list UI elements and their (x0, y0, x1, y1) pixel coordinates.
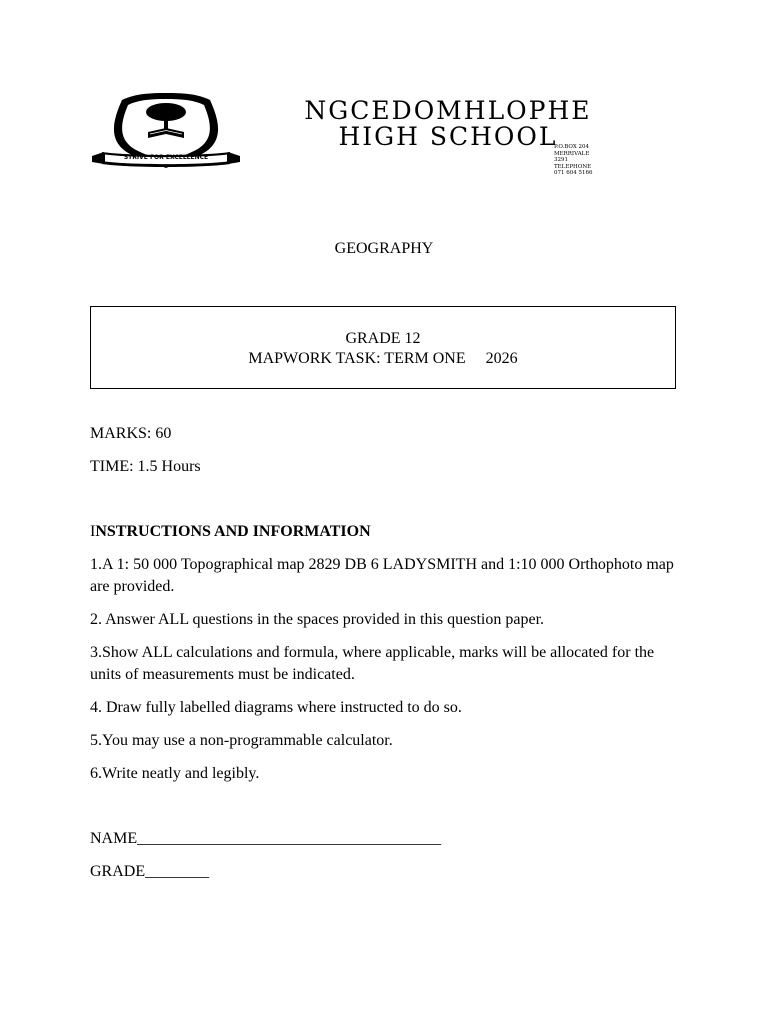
grade-field[interactable]: GRADE________ (90, 863, 210, 880)
task-title-box (90, 306, 676, 389)
heading-rest: NSTRUCTIONS AND INFORMATION (95, 523, 371, 540)
name-field[interactable]: NAME______________________________________ (90, 830, 442, 847)
school-name-line-2: HIGH SCHOOL (338, 122, 558, 151)
instruction-item: 3.Show ALL calculations and formula, where applicable, marks will be allocated for the units of measurements must be indicated. (90, 644, 655, 683)
instruction-item: 4. Draw fully labelled diagrams where instructed to do so. (90, 699, 462, 716)
school-name-line-1: NGCEDOMHLOPHE (304, 96, 592, 125)
address-line: P.O.BOX 204 (554, 144, 589, 150)
grade-label: GRADE 12 (345, 330, 421, 347)
subject-title: GEOGRAPHY (334, 240, 434, 257)
heading-first-letter: I (90, 523, 96, 540)
instruction-item: 6.Write neatly and legibly. (90, 765, 260, 782)
school-letterhead (90, 90, 650, 174)
address-line: TELEPHONE (554, 163, 592, 170)
school-address (554, 144, 644, 177)
school-name (248, 98, 648, 150)
address-line: MERRIVALE (554, 150, 590, 157)
instructions-heading (90, 521, 680, 543)
address-line: 3291 (554, 157, 568, 163)
instruction-item: 5.You may use a non-programmable calculator. (90, 732, 393, 749)
time-label: TIME: 1.5 Hours (90, 458, 201, 475)
school-motto: STRIVE FOR EXCELLENCE (123, 154, 209, 161)
marks-label: MARKS: 60 (90, 425, 172, 442)
instruction-item: 1.A 1: 50 000 Topographical map 2829 DB 6 LADYSMITH and 1:10 000 Orthophoto map are provided. (90, 556, 674, 595)
task-label: MAPWORK TASK: TERM ONE 2026 (248, 350, 518, 367)
address-line: 071 604 5166 (554, 170, 593, 176)
instruction-item: 2. Answer ALL questions in the spaces provided in this question paper. (90, 611, 545, 628)
